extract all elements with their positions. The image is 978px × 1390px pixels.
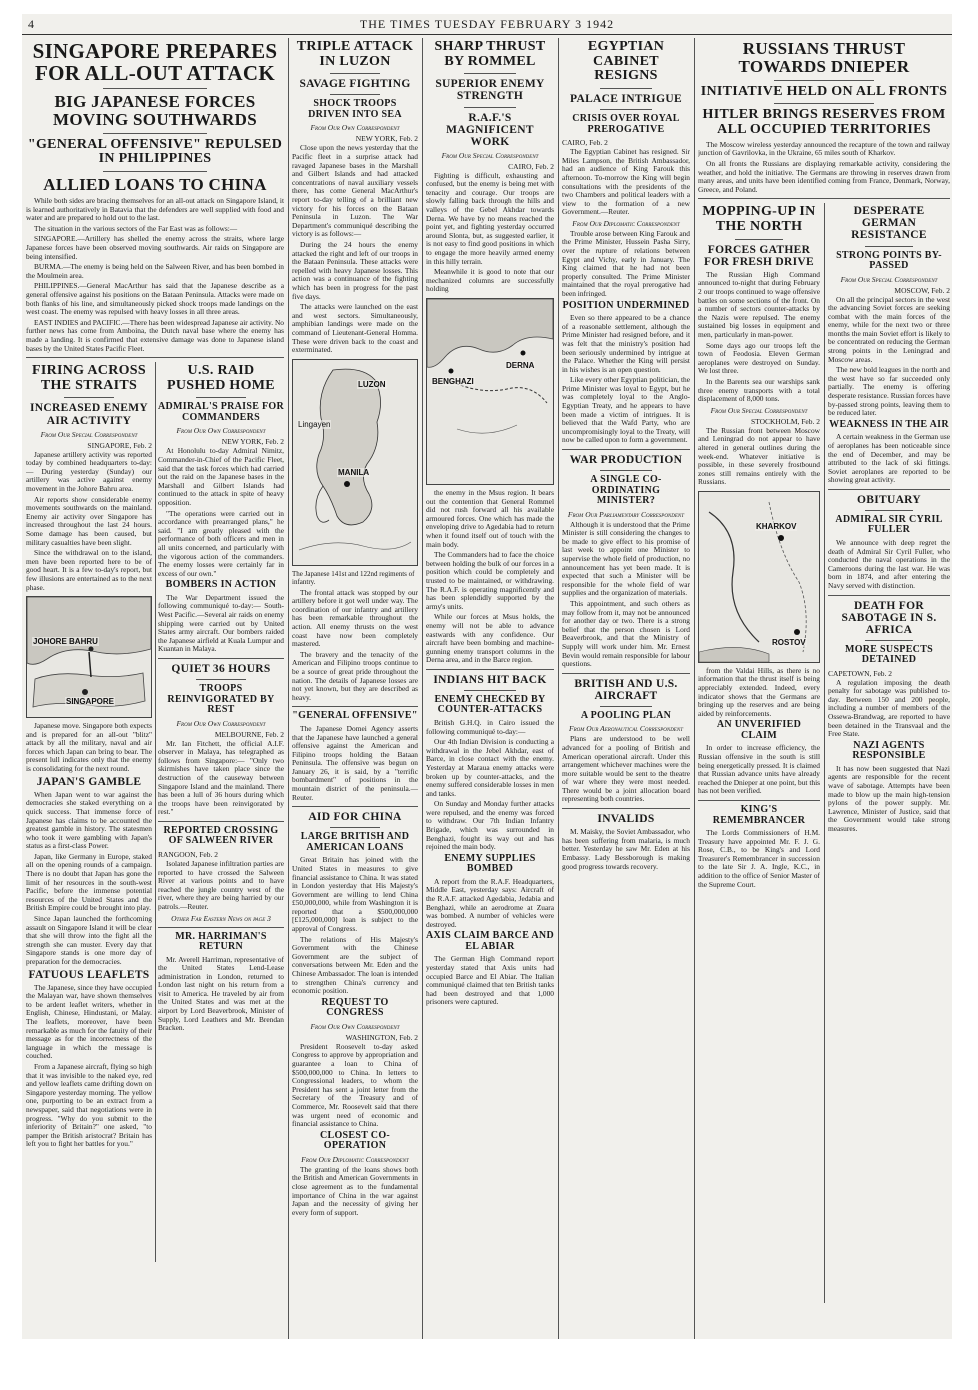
paragraph: The relations of His Majesty's Government with the Chinese Government are the subject of conversations between Mr. Eden and the Chinese Ambassador. The loan is intended to strengthen China's currency and economic position. xyxy=(292,934,418,996)
headline-bombers: BOMBERS IN ACTION xyxy=(165,579,277,591)
subhead-admiral-praise: ADMIRAL'S PRAISE FOR COMMANDERS xyxy=(158,401,284,423)
map-label: DERNA xyxy=(506,361,535,370)
byline: From Our Special Correspondent xyxy=(840,274,938,284)
dateline: NEW YORK, Feb. 2 xyxy=(221,437,284,447)
divider xyxy=(464,690,515,691)
column-rule xyxy=(824,203,825,1303)
dateline: RANGOON, Feb. 2 xyxy=(158,849,218,859)
byline: From Our Own Correspondent xyxy=(176,718,266,728)
subhead-royal-prerogative: CRISIS OVER ROYAL PREROGATIVE xyxy=(572,113,680,135)
paragraph: While our forces at Msus holds, the enemy will not be able to advance eastwards with any confidence. Our aircraft have been bombing and machine-gunning enemy transport columns in the Derna area, and in the Barce region. xyxy=(426,612,554,665)
paragraph: SINGAPORE.—Artillery has shelled the enemy across the straits, where large Japanese forces have been observed moving southwards. Air raids on Singapore are being intensified. xyxy=(26,234,284,261)
paragraph: The attacks were launched on the east and west sectors. Simultaneously, amphibian landings were made on the command of Lieutenant-General Homma. These were driven back to the coast and exterminated. xyxy=(292,302,418,355)
byline: From Our Own Correspondent xyxy=(310,1021,400,1031)
subhead-allied-loans: ALLIED LOANS TO CHINA xyxy=(43,175,267,195)
divider xyxy=(562,673,690,674)
map-label: MANILA xyxy=(338,467,370,477)
subhead-pooling-plan: A POOLING PLAN xyxy=(580,709,672,721)
subhead-hitler-reserves: HITLER BRINGS RESERVES FROM ALL OCCUPIED TERRITORIES xyxy=(702,107,946,138)
divider xyxy=(330,827,380,828)
headline-supplies-bombed: ENEMY SUPPLIES BOMBED xyxy=(444,852,536,875)
map-label: LUZON xyxy=(358,379,386,389)
paragraph: It has now been suggested that Nazi agents are responsible for the recent wave of sabotage. Attempts have been made to blow up the main high-tension pylons of the power supply. Mr. Lawrence, Minister of Justice, said that the Government would take strong measures. xyxy=(828,763,950,833)
dateline: CAIRO, Feb. 2 xyxy=(562,138,608,148)
paragraph: On all fronts the Russians are displaying remarkable activity, considering the weather, and hold the initiative. The Germans are throwing in reserves drawn from many areas, and units have been identified coming from France, Denmark, Norway, Greece, and Poland. xyxy=(698,158,950,194)
map-label: ROSTOV xyxy=(772,637,806,647)
paragraph: The Russian High Command announced to-night that during February 2 our troops continued to wage offensive battles on some sections of the front. On a number of sectors counter-attacks by the Nazis were repulsed. The enemy sustained big losses in equipment and men, particularly in man-power. xyxy=(698,269,820,339)
divider xyxy=(158,927,284,928)
paragraph: Close upon the news yesterday that the Pacific fleet in a surprise attack had ravaged Japanese bases in the Marshall and Gilbert Islands and had attacked concentrations of naval auxiliary vessels there, has come General MacArthur's report to-day telling of a brilliant new victory for his forces on the Bataan Peninsula in Luzon. The War Department's communiqué describing the victory is as follows:— xyxy=(292,143,418,239)
dateline: CAIRO, Feb. 2 xyxy=(508,161,554,171)
headline-weakness-air: WEAKNESS IN THE AIR xyxy=(829,418,949,430)
paragraph: This appointment, and such others as may follow from it, may not be announced for another day or two. There is a strong belief that the person chosen is Lord Beaverbrook, and that the Ministry of Supply will work under him. Mr. Ernest Bevin would remain responsible for labour questions. xyxy=(562,598,690,669)
paragraph: Trouble arose between King Farouk and the Prime Minister, Hussein Pasha Sirry, over the rupture of relations between Egypt and Vichy, early in January. The King claimed that he had not been properly consulted. The Prime Minister maintained that the royal prerogative had been infringed. xyxy=(562,228,690,299)
subhead-palace-intrigue: PALACE INTRIGUE xyxy=(570,93,682,106)
map-caption: The Japanese 141st and 122nd regiments of infantry. xyxy=(292,569,415,586)
column-egypt xyxy=(562,38,690,1339)
divider xyxy=(600,470,651,471)
subhead-general-offensive: "GENERAL OFFENSIVE" REPULSED IN PHILIPPINES xyxy=(27,136,283,167)
column-rule xyxy=(155,362,156,1262)
headline-desperate-resistance: DESPERATE GERMAN RESISTANCE xyxy=(851,205,927,242)
headline-aid-for-china: AID FOR CHINA xyxy=(308,811,402,824)
sub-column-mopping-up xyxy=(698,203,820,1303)
column-luzon xyxy=(292,38,418,1339)
paragraph: In the Barents sea our warships sank three enemy transports with a total displacement of 8,000 tons. xyxy=(698,376,820,404)
sub-column-firing xyxy=(26,362,152,1151)
subhead-strong-points: STRONG POINTS BY-PASSED xyxy=(836,249,942,271)
divider xyxy=(426,669,554,670)
headline-us-raid: U.S. RAID PUSHED HOME xyxy=(167,363,275,393)
subhead-japanese-forces: BIG JAPANESE FORCES MOVING SOUTHWARDS xyxy=(53,92,257,129)
divider xyxy=(292,706,418,707)
map-label: JOHORE BAHRU xyxy=(33,637,98,647)
headline-egyptian-cabinet: EGYPTIAN CABINET RESIGNS xyxy=(587,39,665,84)
headline-luzon: TRIPLE ATTACK IN LUZON xyxy=(296,39,414,69)
map-label: BENGHAZI xyxy=(432,377,474,386)
byline: From Our Special Correspondent xyxy=(441,150,539,160)
headline-indians-hit-back: INDIANS HIT BACK xyxy=(433,673,547,686)
divider xyxy=(103,133,206,134)
paragraph: Since the withdrawal on to the island, men have been reported here to be of good heart. It is a few to-day's report, but few illusions are entertained as to the next phase. xyxy=(26,548,152,592)
sub-column-german-resistance xyxy=(828,203,950,1303)
headline-war-production: WAR PRODUCTION xyxy=(569,454,683,467)
paragraph: The bravery and the tenacity of the American and Filipino troops continue to be a source of great pride throughout the nation. The details of Japanese losses are not yet known, but they are described as heavy. xyxy=(292,649,418,702)
paragraph: Meanwhile it is good to note that our mechanized columns are successfully holding xyxy=(426,267,554,294)
paragraph: PHILIPPINES.—General MacArthur has said that the Japanese describe as a general offensive against his positions on the Bataan Peninsula. Attacks were made on both flanks of his line, and simultaneously picked shock troops made landings on the west coast. The enemy was repulsed with heavy losses in all three areas. xyxy=(26,281,284,317)
paragraph: from the Valdai Hills, as there is no information that the thrust itself is being appreciably extended. Indeed, every indicator shows that the Germans are bringing up the reserves and are being aided by reinforcements. xyxy=(698,665,820,718)
dateline: STOCKHOLM, Feb. 2 xyxy=(750,416,820,426)
dateline: MOSCOW, Feb. 2 xyxy=(894,285,950,295)
headline-japans-gamble: JAPAN'S GAMBLE xyxy=(36,775,142,788)
paragraph: British G.H.Q. in Cairo issued the following communiqué to-day:— xyxy=(426,717,554,736)
paragraph: The Japanese Domei Agency asserts that the Japanese have launched a general offensive against the American and Filipino troops holding the Bataan Peninsula. The offensive was begun on January 26, it is said, by a "terrific bombardment" of positions in the mountain district of the peninsula.—Reuter. xyxy=(292,723,418,802)
divider xyxy=(865,640,914,641)
subhead-china-loans: LARGE BRITISH AND AMERICAN LOANS xyxy=(300,831,410,853)
headline-kings-remembrancer: KING'S REMEMBRANCER xyxy=(712,804,806,826)
paragraph: Although it is understood that the Prime Minister is still considering the changes to be made to give effect to his promise of last week to appoint one Minister to supervise the whole field of production, no announcement has yet been made. It is expected that such a Minister will be responsible for the whole field of war supplies and the organization of materials. xyxy=(562,519,690,598)
map-ukraine xyxy=(698,491,820,663)
paragraph: Japanese artillery activity was reported today by combined headquarters to-day:— During yesterday (Sunday) our artillery was active against enemy movement in the Johore Bahru area. xyxy=(26,449,152,493)
byline: From Our Aeronautical Correspondent xyxy=(569,724,683,734)
divider xyxy=(600,88,651,89)
paragraph: The new bold leagues in the north and the west have so far succeeded only partially. The enemy is offering desperate resistance. Russian forces have by-passed strong points, leaving them to be reduced later. xyxy=(828,365,950,418)
headline-salween: REPORTED CROSSING OF SALWEEN RIVER xyxy=(163,824,279,847)
paragraph: During the 24 hours the enemy attacked the right and left of our troops in the Bataan Peninsula. These attacks were repelled with heavy Japanese losses. This action was a continuance of the fighting which has been in progress for the past five days. xyxy=(292,239,418,301)
paragraph: The frontal attack was stopped by our artillery before it got well under way. The coordination of our infantry and artillery has been remarkable throughout the action. All enemy thrusts on the west coast have now been completely mastered. xyxy=(292,587,418,649)
page-number: 4 xyxy=(28,17,35,31)
divider xyxy=(196,679,246,680)
paragraph: BURMA.—The enemy is being held on the Salween River, and has been bombed in the Moulmein area. xyxy=(26,262,284,280)
paragraph: A report from the R.A.F. Headquarters, Middle East, yesterday says: Aircraft of the R.A.F. attacked Agedabia, Jedabia and Benghazi, while an aerodrome at Zuara was bombed. A number of vehicles were destroyed. xyxy=(426,876,554,929)
divider xyxy=(600,109,651,110)
paragraph: Great Britain has joined with the United States in measures to give financial assistance to China. It was stated in London yesterday that His Majesty's Government are willing to lend China £50,000,000, while from Washington it is reported that a $500,000,000 [£125,000,000] loan is subject to the approval of Congress. xyxy=(292,855,418,934)
divider xyxy=(600,706,651,707)
paragraph: Fighting is difficult, exhausting and confused, but the enemy is being met with tenacity and courage. Our troops are slowly falling back through the hills and valleys of the Gebel Akhdar towards Derna. We have by no means reached the point yet, and fighting yesterday occurred around Slonta, but, as suggested earlier, it is not easy to find good positions in which to engage the more heavily armed enemy in this hilly terrain. xyxy=(426,170,554,266)
paragraph: Some days ago our troops left the town of Feodosia. Eleven German aeroplanes were destroyed on Sunday. We lost three. xyxy=(698,340,820,376)
divider xyxy=(196,397,246,398)
paragraph: A regulation imposing the death penalty for sabotage was published to-day. Between 150 and 200 people, including a number of members of the Ossewa-Brandwag, are reported to have been detained in the Transvaal and the Free State. xyxy=(828,677,950,739)
headline-axis-claim: AXIS CLAIM BARCE AND EL ABIAR xyxy=(426,930,554,952)
map-cyrenaica xyxy=(426,298,554,485)
headline-invalids: INVALIDS xyxy=(597,813,655,826)
paragraph: On Sunday and Monday further attacks were repulsed, and the enemy was forced to withdraw. Our 7th Indian Infantry Brigade, which was surrounded in Benghazi, fought its way out and has rejoined the main body. xyxy=(426,799,554,852)
divider xyxy=(158,658,284,659)
headline-quiet-36-hours: QUIET 36 HOURS xyxy=(171,663,271,676)
paragraph: The situation in the various sectors of the Far East was as follows:— xyxy=(34,223,238,233)
headline-general-offensive: "GENERAL OFFENSIVE" xyxy=(292,710,418,722)
headline-death-for-sabotage: DEATH FOR SABOTAGE IN S. AFRICA xyxy=(841,599,937,636)
divider xyxy=(698,800,820,801)
paragraph: The Japanese, since they have occupied the Malayan war, have shown themselves to be ardent leaflet writers, whether in English, Chinese, Hindustani, or Malay. The leaflets, moreover, have been remarkable as much for the fatuity of their message as for the incorrectness of the language in which the message is couched. xyxy=(26,982,152,1061)
paragraph: The War Department issued the following communiqué to-day:— South-West Pacific.—Several air raids on enemy shipping were carried out by United States army aircraft. Our bombers raided the Japanese airfield at Kuala Lumpur and Kuantan in Malaya. xyxy=(158,592,284,654)
paragraph: From a Japanese aircraft, flying so high that it was invisible to the naked eye, red and yellow leaflets came drifting down on Singapore yesterday morning. The yellow one, purporting to be an extract from a newspaper, said that negotiations were in progress. "Why do you submit to the inferiority of Britain?" one asked, "to pamper the British aristocrat? Britain has left you to fight her battles for you." xyxy=(26,1062,152,1149)
divider xyxy=(828,489,950,490)
column-russia xyxy=(698,38,950,1339)
dateline: MELBOURNE, Feb. 2 xyxy=(214,729,284,739)
paragraph: Our 4th Indian Division is conducting a withdrawal in the Jebel Akhdar, east of Barce, in close contact with the enemy. Yesterday at Maraua enemy attacks were broken up by counter-attacks, and the enemy suffered considerable losses in men and tanks. xyxy=(426,737,554,798)
dateline: SINGAPORE, Feb. 2 xyxy=(87,440,152,450)
paragraph: On all the principal sectors in the west the advancing Soviet forces are seeking combat with the main forces of the enemy, while for the next two or three months the main Soviet effort is likely to be concentrated on reducing the German strong points in the Leningrad and Moscow areas. xyxy=(828,294,950,364)
paragraph: the enemy in the Msus region. It bears out the contention that General Rommel did not rush forward all his available armoured forces. One which has made the enveloping drive to Agedabia had to return when it found itself out of touch with the main body. xyxy=(426,488,554,549)
headline-rommel: SHARP THRUST BY ROMMEL xyxy=(434,39,546,69)
divider xyxy=(698,198,950,199)
divider xyxy=(103,171,206,172)
paragraph: Since Japan launched the forthcoming assault on Singapore Island it will be clear that she will throw into the fight all the strength she can muster. Every day that Singapore stands is one more day of preparation for the democracies. xyxy=(26,914,152,966)
paragraph: Japan, like Germany in Europe, staked all on the opening rounds of a campaign. There is no doubt that Japan has gone the limit of her resources in the south-west Pacific, before the immense potential resources of the United States and the British Empire could be brought into play. xyxy=(26,851,152,913)
subhead-troops-reinvigorated: TROOPS REINVIGORATED BY REST xyxy=(167,683,275,716)
map-johore xyxy=(26,596,152,718)
divider xyxy=(774,103,875,104)
subhead-raf: R.A.F.'S MAGNIFICENT WORK xyxy=(446,111,534,148)
paragraph: Plans are understood to be well advanced for a pooling of British and American operational aircraft. Under this arrangement whichever machines were the more suitable would be sent to the theatre of war where they were most needed. There would be a joint allocation board representing both countries. xyxy=(562,734,690,804)
paragraph: The Russian front between Moscow and Leningrad do not appear to have altered in general outlines during the week-end. Whatever initiative is possible, in these severely frostbound zones still remains entirely with the Russians. xyxy=(698,425,820,487)
divider xyxy=(735,239,784,240)
divider xyxy=(562,808,690,809)
paragraph: While both sides are bracing themselves for an all-out attack on Singapore Island, it is learned authoritatively in Batavia that the defenders are well supplied with food and water and are prepared to hold out to the last. xyxy=(26,196,284,223)
divider xyxy=(865,510,914,511)
headline-firing-straits: FIRING ACROSS THE STRAITS xyxy=(32,363,146,393)
paragraph: In order to increase efficiency, the Russian offensive in the south is still being energetically pressed. It is claimed that Russian advance units have already reached the Dnieper at one point, but this has not been verified. xyxy=(698,743,820,796)
divider xyxy=(828,595,950,596)
divider xyxy=(562,449,690,450)
newspaper-page xyxy=(22,14,952,1339)
paragraph: "The operations were carried out in accordance with prearranged plans," he said. "I am greatly pleased with the performance of both officers and men in all units concerned, and particularly with the vigorous action of the commanders. The enemy losses were certainly far in excess of our own." xyxy=(158,508,284,578)
divider xyxy=(464,107,515,108)
paragraph: The Moscow wireless yesterday announced the recapture of the town and railway junction of Gavrilovka, in the Ukraine, 65 miles south of Kharkov. xyxy=(698,139,950,158)
subhead-coordinating-minister: A SINGLE CO-ORDINATING MINISTER? xyxy=(590,474,662,507)
headline-harriman: MR. HARRIMAN'S RETURN xyxy=(175,930,267,952)
subhead-initiative: INITIATIVE HELD ON ALL FRONTS xyxy=(700,83,948,99)
divider xyxy=(26,357,284,358)
column-rule xyxy=(694,38,695,1339)
divider xyxy=(464,73,515,74)
subhead-counter-attacks: ENEMY CHECKED BY COUNTER-ATTACKS xyxy=(434,693,546,716)
paragraph: Like every other Egyptian politician, the Prime Minister was loyal to Egypt, but he was completely loyal to the Anglo-Egyptian Treaty, and he appears to have been made a victim of intrigues. It is believed that the Wafd Party, who are uncompromisingly loyal to the Treaty, will now be called upon to form a government. xyxy=(562,375,690,445)
headline-singapore: SINGAPORE PREPARES FOR ALL-OUT ATTACK xyxy=(32,39,278,86)
byline: From Our Special Correspondent xyxy=(40,429,138,439)
headline-request-congress: REQUEST TO CONGRESS xyxy=(321,996,389,1019)
column-singapore xyxy=(26,38,284,1339)
paragraph: When Japan went to war against the democracies she staked everything on a quick success. That immense force of Japanese has claims to be accounted the greatest gamble in history. The statesmen who took it were gambling with Japan's status as a first-class Power. xyxy=(26,789,152,851)
paragraph: M. Maisky, the Soviet Ambassador, who has been suffering from malaria, is much better. Yesterday he saw Mr. Eden at his Embassy. Lady Bessborough is making good progress towards recovery. xyxy=(562,827,690,871)
column-rule xyxy=(422,38,423,1339)
headline-obituary: OBITUARY xyxy=(857,493,921,506)
headline-unverified-claim: AN UNVERIFIED CLAIM xyxy=(716,719,802,741)
subhead-fresh-drive: FORCES GATHER FOR FRESH DRIVE xyxy=(704,243,814,268)
paragraph: At Honolulu to-day Admiral Nimitz, Commander-in-Chief of the Pacific Fleet, said that the task forces which had carried out the raid on the Japanese bases in the Marshall and Gilbert Islands had continued to the attack in spite of heavy opposition. xyxy=(158,446,284,508)
byline: From Our Special Correspondent xyxy=(710,405,808,415)
headline-closest-cooperation: CLOSEST CO-OPERATION xyxy=(319,1129,391,1152)
paragraph: The Commanders had to face the choice between holding the bulk of our forces in a position which could be completely and trusted to be maintained, or withdrawing. The R.A.F. is operating magnificently and has been splendidly supported by the army's units. xyxy=(426,550,554,611)
divider xyxy=(865,246,914,247)
paragraph: The Lords Commissioners of H.M. Treasury have appointed Mr. F. J. G. Rose, C.B., to be King's and Lord Treasurer's Remembrancer in succession to the late Sir J. A. Ingle, K.C., in addition to the office of Senior Master of the Supreme Court. xyxy=(698,828,820,889)
subhead-shock-troops: SHOCK TROOPS DRIVEN INTO SEA xyxy=(308,98,402,120)
masthead-title: THE TIMES TUESDAY FEBRUARY 3 1942 xyxy=(359,17,615,31)
map-label: Lingayen xyxy=(298,419,331,429)
byline: From Our Diplomatic Correspondent xyxy=(572,218,680,228)
subhead-suspects-detained: MORE SUSPECTS DETAINED xyxy=(844,643,934,666)
divider xyxy=(292,806,418,807)
subhead-savage-fighting: SAVAGE FIGHTING xyxy=(299,78,411,91)
headline-mopping-up: MOPPING-UP IN THE NORTH xyxy=(702,204,816,234)
dateline: NEW YORK, Feb. 2 xyxy=(355,134,418,144)
divider xyxy=(330,73,380,74)
paragraph: Air reports show considerable enemy movements southwards on the mainland. Enemy air activity over Singapore has increased throughout the last 24 hours. Some damage has been caused, but military casualties have been slight. xyxy=(26,494,152,547)
headline-nazi-agents: NAZI AGENTS RESPONSIBLE xyxy=(852,739,926,762)
column-rommel xyxy=(426,38,554,1339)
subhead-enemy-air: INCREASED ENEMY AIR ACTIVITY xyxy=(30,402,148,427)
headline-position-undermined: POSITION UNDERMINED xyxy=(562,299,690,311)
masthead xyxy=(22,14,952,35)
paragraph: EAST INDIES and PACIFIC.—There has been widespread Japanese air activity. No further news has come from Amboina, the Dutch naval base where the enemy has made a landing. It is confirmed that extensive damage was done to Japanese island bases by the United States Pacific Fleet. xyxy=(26,317,284,353)
divider xyxy=(774,80,875,81)
divider xyxy=(158,821,284,822)
column-rule xyxy=(288,38,289,1339)
dateline: CAPETOWN, Feb. 2 xyxy=(828,668,893,678)
subhead-admiral-fuller: ADMIRAL SIR CYRIL FULLER xyxy=(835,513,943,536)
map-label: KHARKOV xyxy=(756,521,797,531)
paragraph: Isolated Japanese infiltration parties are reported to have crossed the Salween River at various points and to have reached the jungle country west of the river, where they are being harried by our patrols.—Reuter. xyxy=(158,858,284,911)
paragraph: President Roosevelt to-day asked Congress to approve by appropriation and guarantee a loan to China of $500,000,000 to China. In letters to Congressional leaders, to whom the President has sent a joint letter from the Secretary of the Treasury and of Commerce, Mr. Roosevelt said that there was urgent need of economic and financial assistance to China. xyxy=(292,1041,418,1129)
paragraph: Even so there appeared to be a chance of a reasonable settlement, although the Prime Minister had resigned before, and it was felt that the ministry's position had been seriously undermined by intrigue at the Palace. Whether the King will persist in his wishes is an open question. xyxy=(562,313,690,374)
map-label: SINGAPORE xyxy=(66,697,115,707)
byline: From Our Diplomatic Correspondent xyxy=(301,1154,409,1164)
byline: From Our Own Correspondent xyxy=(310,123,400,133)
paragraph: A certain weakness in the German use of aeroplanes has been noticeable since the end of December, and may be attributed to the lack of ski fittings. Soviet aeroplanes are reported to be showing great activity. xyxy=(828,432,950,485)
sub-column-raid xyxy=(158,362,284,1035)
dateline: WASHINGTON, Feb. 2 xyxy=(345,1032,418,1042)
paragraph: Mr. Ian Fitchett, the official A.I.F. observer in Malaya, has telegraphed as follows from Singapore:— "Only two skirmishes have taken place since the destruction of the causeway between Singapore Island and the mainland. There has been a lull of 36 hours during which the troops have been reinvigorated by rest." xyxy=(158,738,284,817)
cross-reference: Other Far Eastern News on page 3 xyxy=(171,913,271,923)
divider xyxy=(330,94,380,95)
divider xyxy=(103,88,206,89)
paragraph: The German High Command report yesterday stated that Axis units had occupied Barce and El Abiar. The Italian communiqué claimed that ten British tanks had been destroyed and that 1,000 prisoners were captured. xyxy=(426,954,554,1007)
subhead-superior-enemy: SUPERIOR ENEMY STRENGTH xyxy=(435,78,545,103)
map-luzon xyxy=(292,359,418,566)
byline: From Our Own Correspondent xyxy=(176,426,266,436)
paragraph: The Egyptian Cabinet has resigned. Sir Miles Lampson, the British Ambassador, had an audience of King Farouk this afternoon. To-morrow the King will begin consultations with the presidents of the two Chambers and political leaders with a view to the formation of a new Government.—Reuter. xyxy=(562,147,690,217)
paragraph: We announce with deep regret the death of Admiral Sir Cyril Fuller, who conducted the naval operations in the Cameroons during the last war. He was born in 1874, and after entering the Navy served with distinction. xyxy=(828,537,950,590)
byline: From Our Parliamentary Correspondent xyxy=(567,509,685,519)
headline-british-us-aircraft: BRITISH AND U.S. AIRCRAFT xyxy=(574,677,678,702)
paragraph: Mr. Averell Harriman, representative of the United States Lend-Lease administration in London, returned to London last night on his return from a visit to America. He traveled by air from the United States and was met at the airport by Lord Beaverbrook, Minister of Supply, Lord Leathers and Mr. Brendan Bracken. xyxy=(158,954,284,1033)
column-rule xyxy=(558,38,559,1339)
headline-fatuous-leaflets: FATUOUS LEAFLETS xyxy=(28,968,150,981)
headline-russians-dnieper: RUSSIANS THRUST TOWARDS DNIEPER xyxy=(738,39,910,76)
divider xyxy=(64,397,114,398)
paragraph: The granting of the loans shows both the British and American Governments in close agreement as to the fundamental importance of China in the war against Japan and the necessity of giving her every form of support. xyxy=(292,1164,418,1217)
paragraph: Japanese move. Singapore both expects and is prepared for an all-out "blitz" attack by all the military, naval and air forces which Japan can bring to bear. The present lull indicates only that the enemy is consolidating for the next round. xyxy=(26,721,152,774)
